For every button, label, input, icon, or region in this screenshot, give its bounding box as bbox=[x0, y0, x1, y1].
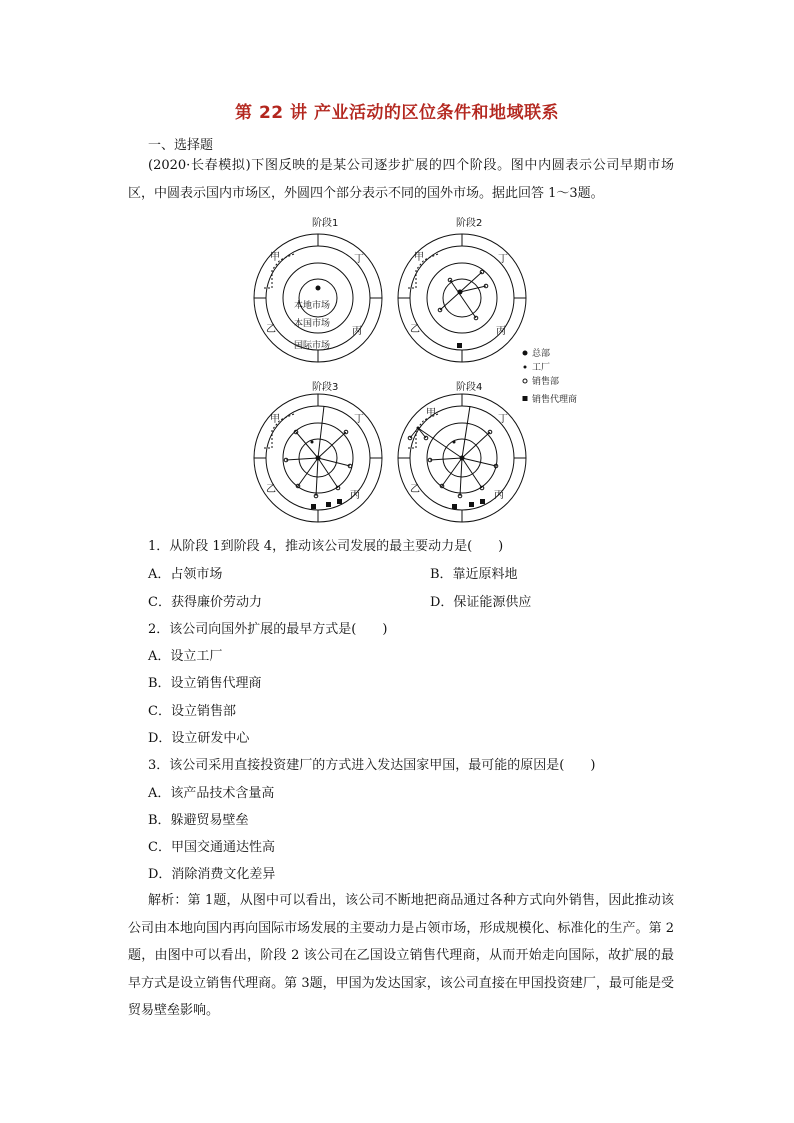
region-jia-2: 甲 bbox=[414, 252, 424, 263]
legend-factory: 工厂 bbox=[532, 363, 551, 373]
region-ding-3: 丁 bbox=[354, 414, 364, 425]
legend-agent: 销售代理商 bbox=[532, 395, 578, 405]
question-1-option-a[interactable]: A．占领市场 bbox=[148, 567, 223, 582]
legend-sales-office: 销售部 bbox=[532, 377, 560, 387]
page-title: 第 22 讲 产业活动的区位条件和地域联系 bbox=[235, 103, 559, 123]
region-yi-3: 乙 bbox=[266, 484, 276, 495]
region-yi-4: 乙 bbox=[410, 484, 420, 495]
stage-4-label: 阶段4 bbox=[456, 382, 483, 393]
question-2-stem: 2．该公司向国外扩展的最早方式是( ) bbox=[148, 622, 388, 637]
question-2-option-d[interactable]: D．设立研发中心 bbox=[148, 731, 250, 746]
region-jia: 甲 bbox=[270, 252, 280, 263]
ring-international: 国际市场 bbox=[294, 341, 331, 351]
region-ding: 丁 bbox=[354, 254, 364, 265]
question-3-stem: 3．该公司采用直接投资建厂的方式进入发达国家甲国，最可能的原因是( ) bbox=[148, 758, 596, 773]
question-3-option-c[interactable]: C．甲国交通通达性高 bbox=[148, 840, 275, 855]
stage-3-panel bbox=[254, 381, 382, 522]
question-3-option-d[interactable]: D．消除消费文化差异 bbox=[148, 867, 276, 882]
legend bbox=[523, 347, 578, 405]
stage-2-panel bbox=[398, 217, 526, 362]
question-2-option-b[interactable]: B．设立销售代理商 bbox=[148, 676, 262, 691]
region-bing-3: 丙 bbox=[350, 490, 360, 501]
stage-4-panel bbox=[398, 381, 526, 522]
question-intro: (2020·长春模拟)下图反映的是某公司逐步扩展的四个阶段。图中内圆表示公司早期市场区，中圆表示国内市场区，外圆四个部分表示不同的国外市场。据此回答 1～3题。 bbox=[128, 158, 674, 201]
region-ding-4: 丁 bbox=[498, 414, 508, 425]
question-3-option-b[interactable]: B．躲避贸易壁垒 bbox=[148, 813, 249, 828]
question-1-option-b[interactable]: B．靠近原料地 bbox=[430, 567, 518, 582]
question-1-option-d[interactable]: D．保证能源供应 bbox=[430, 595, 532, 610]
ring-domestic: 本国市场 bbox=[294, 319, 331, 329]
region-ding-2: 丁 bbox=[498, 254, 508, 265]
question-1-stem: 1．从阶段 1到阶段 4，推动该公司发展的最主要动力是( ) bbox=[148, 539, 504, 554]
ring-local: 本地市场 bbox=[294, 301, 331, 311]
region-jia-3: 甲 bbox=[270, 414, 280, 425]
region-yi: 乙 bbox=[266, 324, 276, 335]
stage-1-label: 阶段1 bbox=[312, 218, 339, 229]
section-heading: 一、选择题 bbox=[148, 138, 214, 153]
legend-hq: 总部 bbox=[532, 349, 551, 359]
question-3-option-a[interactable]: A．该产品技术含量高 bbox=[148, 786, 275, 801]
region-bing: 丙 bbox=[352, 326, 362, 337]
stage-2-label: 阶段2 bbox=[456, 218, 483, 229]
stage-diagram bbox=[250, 210, 578, 520]
question-1-option-c[interactable]: C．获得廉价劳动力 bbox=[148, 595, 262, 610]
region-jia-4: 甲 bbox=[426, 408, 436, 419]
region-bing-4: 丙 bbox=[494, 490, 504, 501]
analysis-text: 解析：第 1题，从图中可以看出，该公司不断地把商品通过各种方式向外销售，因此推动该公司由本地向国内再向国际市场发展的主要动力是占领市场，形成规模化、标准化的生产。第 2题，由图中可以看出，阶段 2 该公司在乙国设立销售代理商，从而开始走向国际，故扩展的最早方式是设立销售代理商。第 3题，甲国为发达国家，该公司直接在甲国投资建厂，最可能是受贸易壁垒影响。 bbox=[128, 893, 674, 1018]
region-yi-2: 乙 bbox=[410, 324, 420, 335]
question-2-option-c[interactable]: C．设立销售部 bbox=[148, 704, 236, 719]
stage-1-panel bbox=[254, 217, 382, 362]
question-2-option-a[interactable]: A．设立工厂 bbox=[148, 649, 223, 664]
region-bing-2: 丙 bbox=[496, 326, 506, 337]
stage-3-label: 阶段3 bbox=[312, 382, 339, 393]
stage-diagram-svg bbox=[250, 210, 578, 520]
